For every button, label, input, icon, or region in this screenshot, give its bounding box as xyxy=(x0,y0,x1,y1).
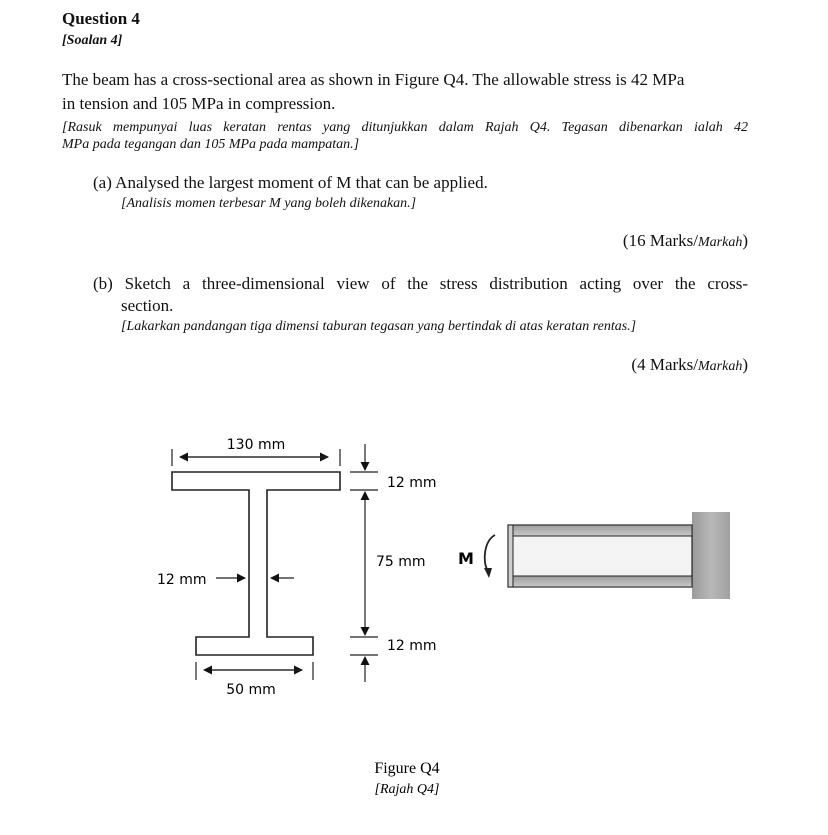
part-a-text: (a) Analysed the largest moment of M that can be applied. xyxy=(93,173,488,192)
part-a-marks: (16 Marks/Markah) xyxy=(622,231,748,250)
dim-top-thickness-label: 12 mm xyxy=(387,475,437,491)
dim-web-height-label: 75 mm xyxy=(376,554,426,570)
intro-line-2: in tension and 105 MPa in compression. xyxy=(62,94,336,113)
beam-side-view xyxy=(508,512,730,599)
beam-top-flange xyxy=(508,525,692,536)
moment-arrowhead xyxy=(484,568,492,578)
dim-web-thickness-label: 12 mm xyxy=(157,572,207,588)
dim-bottom-thickness-label: 12 mm xyxy=(387,638,437,654)
intro-malay-1: [Rasuk mempunyai luas keratan rentas yang ditunjukkan dalam Rajah Q4. Tegasan dibenarkan ialah 42 xyxy=(62,120,748,135)
i-beam-section xyxy=(172,472,340,655)
part-b-text-2: section. xyxy=(121,296,174,315)
question-title: Question 4 xyxy=(62,9,140,28)
beam-bottom-flange xyxy=(508,576,692,587)
moment-label: M xyxy=(458,549,474,568)
beam-end-face xyxy=(508,525,513,587)
dim-bottom-flange xyxy=(196,662,313,680)
intro-line-1: The beam has a cross-sectional area as shown in Figure Q4. The allowable stress is 42 MPa xyxy=(62,70,685,89)
figure-caption-malay: [Rajah Q4] xyxy=(374,782,440,797)
part-b-text-1: (b) Sketch a three-dimensional view of the stress distribution acting over the cross- xyxy=(93,274,748,293)
part-b-marks: (4 Marks/Markah) xyxy=(631,355,748,374)
part-b-malay: [Lakarkan pandangan tiga dimensi taburan tegasan yang bertindak di atas keratan rentas.] xyxy=(121,319,637,334)
dim-vertical xyxy=(350,444,378,682)
question-subtitle: [Soalan 4] xyxy=(62,33,123,48)
moment-arrow xyxy=(485,535,495,571)
part-a-malay: [Analisis momen terbesar M yang boleh dikenakan.] xyxy=(121,196,417,211)
intro-malay-2: MPa pada tegangan dan 105 MPa pada mampatan.] xyxy=(62,137,360,152)
dim-bottom-flange-label: 50 mm xyxy=(226,682,276,698)
figure-caption: Figure Q4 xyxy=(374,760,440,777)
wall-support xyxy=(692,512,730,599)
dim-top-flange-label: 130 mm xyxy=(226,437,286,453)
